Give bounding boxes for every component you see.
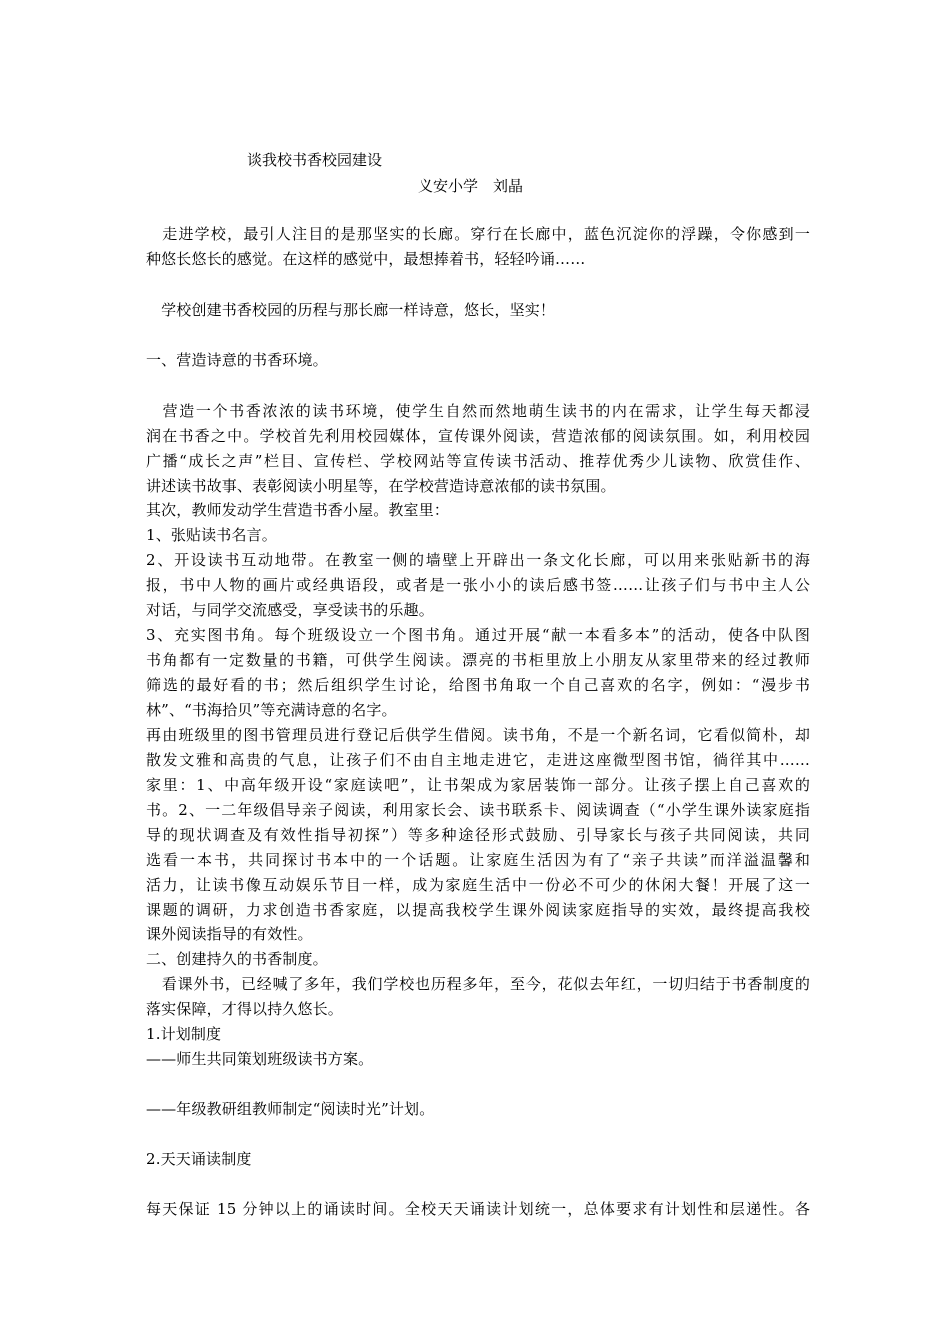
paragraph-line: 其次，教师发动学生营造书香小屋。教室里： — [146, 501, 450, 519]
paragraph-line: 看课外书，已经喊了多年，我们学校也历程多年，至今，花似去年红，一切归结于书香制度的 — [146, 975, 810, 993]
list-item: ——师生共同策划班级读书方案。 — [146, 1050, 374, 1068]
paragraph-line: 课题的调研，力求创造书香家庭，以提高我校学生课外阅读家庭指导的实效，最终提高我校 — [146, 901, 810, 919]
list-item: 1、张贴读书名言。 — [146, 526, 277, 544]
paragraph-line: 家里：1、中高年级开设“家庭读吧”，让书架成为家居装饰一部分。让孩子摆上自己喜欢的 — [146, 776, 810, 794]
paragraph-line: 每天保证 15 分钟以上的诵读时间。全校天天诵读计划统一，总体要求有计划性和层递性。各 — [146, 1200, 810, 1218]
paragraph-line: 林”、“书海拾贝”等充满诗意的名字。 — [146, 701, 397, 719]
subsection-heading: 2.天天诵读制度 — [146, 1150, 252, 1168]
paragraph-line: 导的现状调查及有效性指导初探”）等多种途径形式鼓励、引导家长与孩子共同阅读，共同 — [146, 826, 810, 844]
paragraph-line: 种悠长悠长的感觉。在这样的感觉中，最想捧着书，轻轻吟诵…… — [146, 250, 586, 268]
paragraph-line: 讲述读书故事、表彰阅读小明星等，在学校营造诗意浓郁的读书氛围。 — [146, 477, 616, 495]
paragraph-line: 报，书中人物的画片或经典语段，或者是一张小小的读后感书签……让孩子们与书中主人公 — [146, 576, 810, 594]
paragraph-line: 课外阅读指导的有效性。 — [146, 925, 313, 943]
paragraph-line: 落实保障，才得以持久悠长。 — [146, 1000, 343, 1018]
paragraph-line: 润在书香之中。学校首先利用校园媒体，宣传课外阅读，营造浓郁的阅读氛围。如，利用校园 — [146, 427, 810, 445]
paragraph-line: 书。2、一二年级倡导亲子阅读，利用家长会、读书联系卡、阅读调查（“小学生课外读家庭指 — [146, 801, 810, 819]
subsection-heading: 1.计划制度 — [146, 1025, 222, 1043]
paragraph-line: 再由班级里的图书管理员进行登记后供学生借阅。读书角，不是一个新名词，它看似简朴，却 — [146, 726, 810, 744]
list-item: ——年级教研组教师制定“阅读时光”计划。 — [146, 1100, 435, 1118]
section-heading: 二、创建持久的书香制度。 — [146, 950, 328, 968]
document-author: 义安小学 刘晶 — [418, 177, 524, 195]
paragraph-line: 学校创建书香校园的历程与那长廊一样诗意，悠长，坚实！ — [146, 301, 556, 319]
paragraph-line: 走进学校，最引人注目的是那坚实的长廊。穿行在长廊中，蓝色沉淀你的浮躁，令你感到一 — [146, 225, 810, 243]
paragraph-line: 对话，与同学交流感受，享受读书的乐趣。 — [146, 601, 434, 619]
list-item: 3、充实图书角。每个班级设立一个图书角。通过开展“献一本看多本”的活动，使各中队图 — [146, 626, 810, 644]
paragraph-line: 活力，让读书像互动娱乐节目一样，成为家庭生活中一份必不可少的休闲大餐！开展了这一 — [146, 876, 810, 894]
section-heading: 一、营造诗意的书香环境。 — [146, 351, 328, 369]
paragraph-line: 营造一个书香浓浓的读书环境，使学生自然而然地萌生读书的内在需求，让学生每天都浸 — [146, 402, 810, 420]
document-title: 谈我校书香校园建设 — [247, 151, 383, 169]
paragraph-line: 书角都有一定数量的书籍，可供学生阅读。漂亮的书柜里放上小朋友从家里带来的经过教师 — [146, 651, 810, 669]
paragraph-line: 选看一本书，共同探讨书本中的一个话题。让家庭生活因为有了“亲子共读”而洋溢温馨和 — [146, 851, 810, 869]
list-item: 2、开设读书互动地带。在教室一侧的墙壁上开辟出一条文化长廊，可以用来张贴新书的海 — [146, 551, 810, 569]
paragraph-line: 筛选的最好看的书；然后组织学生讨论，给图书角取一个自己喜欢的名字，例如：“漫步书 — [146, 676, 810, 694]
paragraph-line: 散发文雅和高贵的气息，让孩子们不由自主地走进它，走进这座微型图书馆，徜徉其中…… — [146, 751, 810, 769]
paragraph-line: 广播“成长之声”栏目、宣传栏、学校网站等宣传读书活动、推荐优秀少儿读物、欣赏佳作、 — [146, 452, 810, 470]
